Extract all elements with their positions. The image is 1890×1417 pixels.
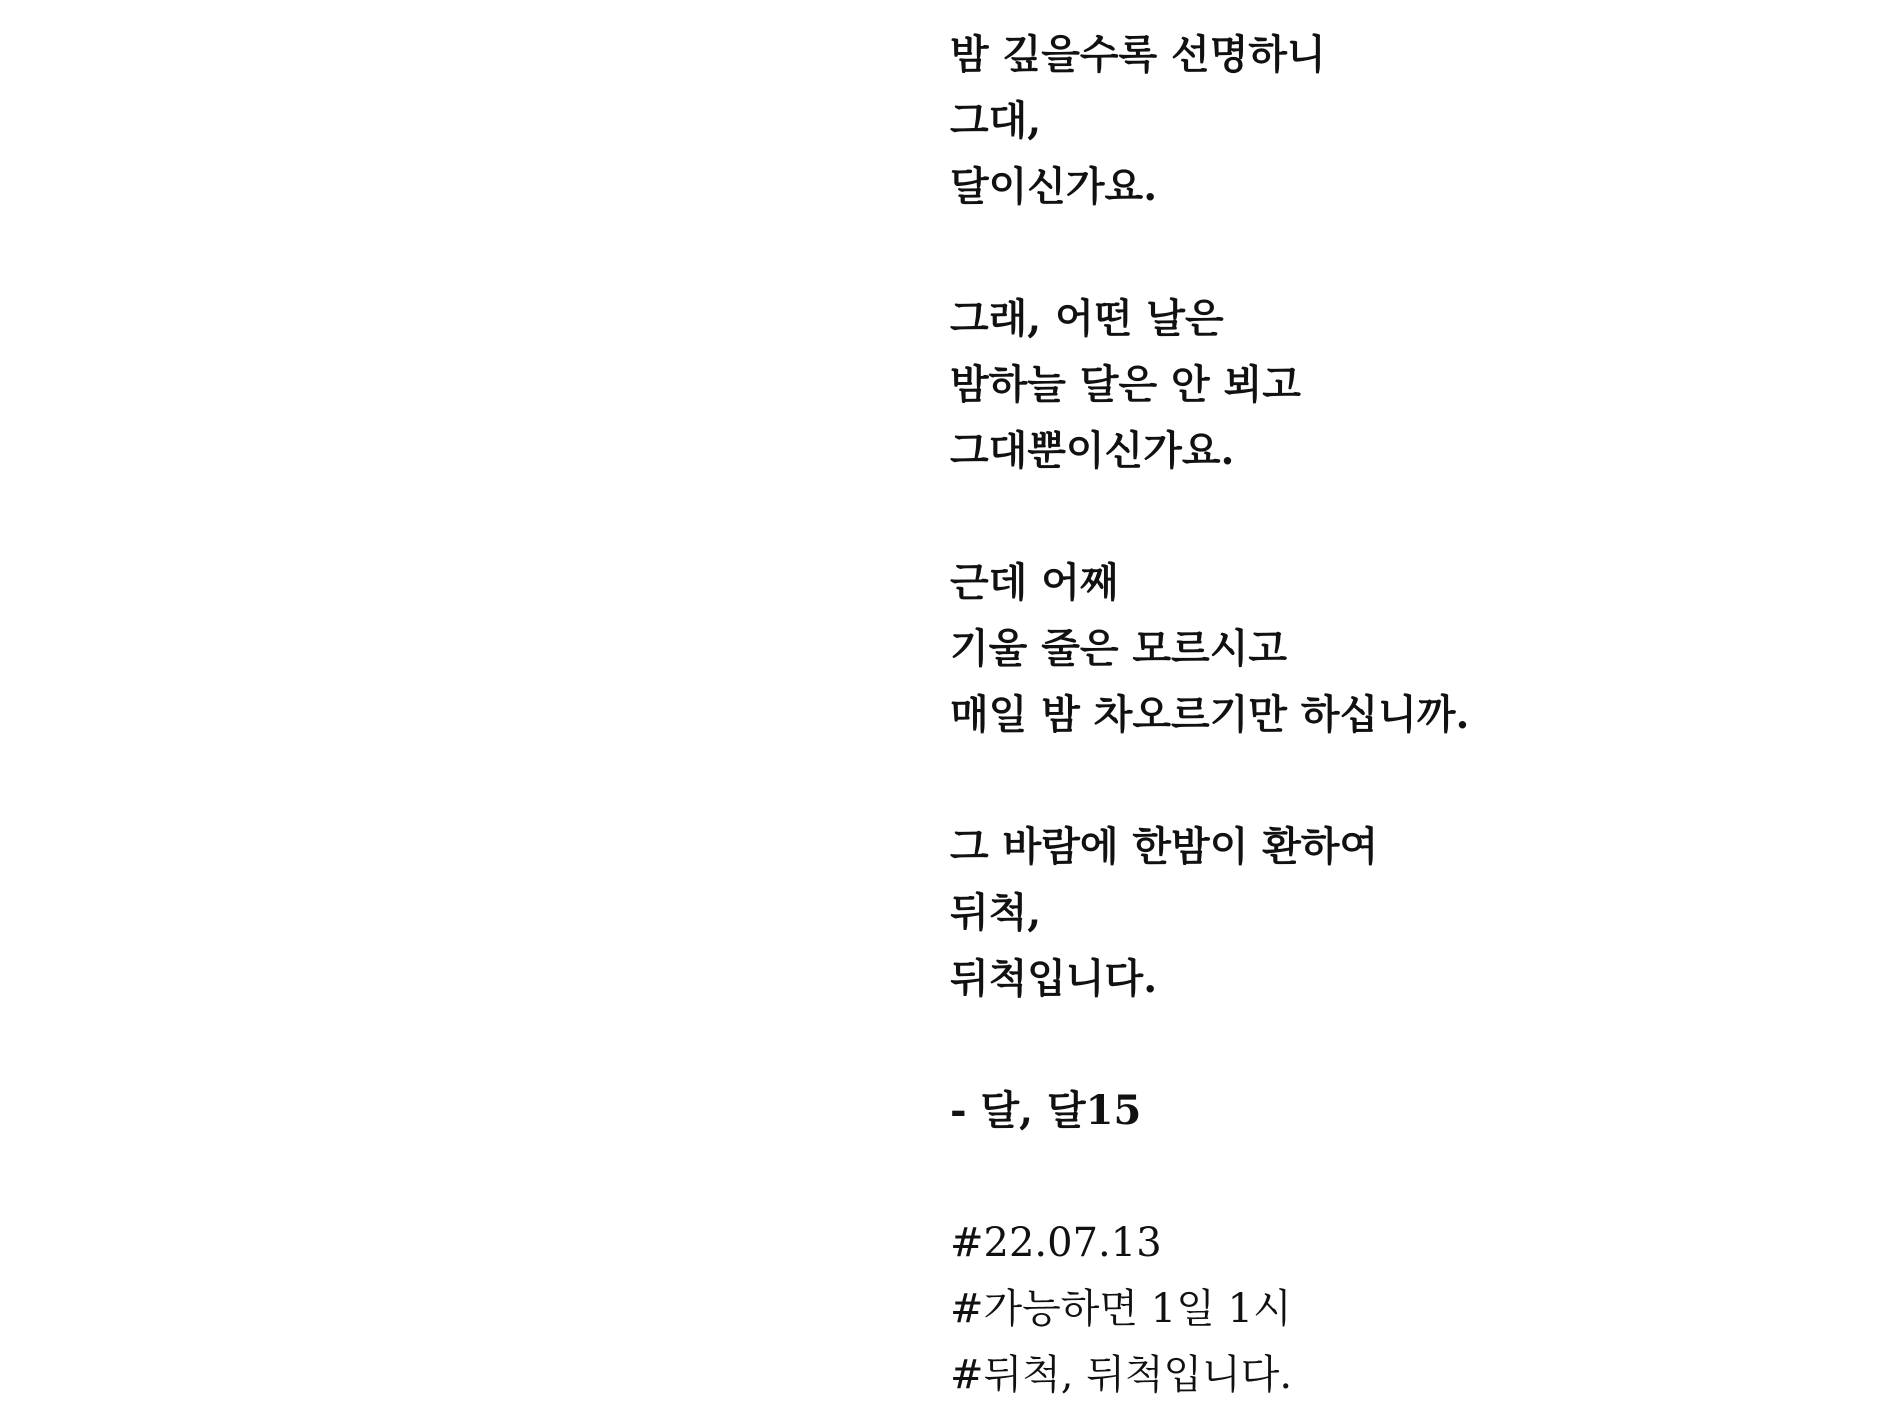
stanza-2	[950, 286, 1469, 484]
poem-line: 그 바람에 한밤이 환하여	[950, 823, 1379, 870]
poem-line: 그래, 어떤 날은	[950, 295, 1224, 342]
poem-signature: - 달, 달15	[950, 1087, 1142, 1134]
poem-line: 뒤척,	[950, 889, 1042, 936]
poem-line: 밤 깊을수록 선명하니	[950, 31, 1326, 78]
hashtag-list	[950, 1210, 1469, 1408]
poem-line: 달이신가요.	[950, 163, 1158, 210]
poem-line: 근데 어째	[950, 559, 1119, 606]
stanza-4	[950, 814, 1469, 1012]
hashtag: #22.07.13	[950, 1220, 1162, 1266]
poem-text	[950, 22, 1469, 1408]
stanza-break	[950, 1144, 1469, 1210]
poem-line: 그대,	[950, 97, 1042, 144]
hashtag: #가능하면 1일 1시	[950, 1286, 1292, 1332]
poem-line: 밤하늘 달은 안 뵈고	[950, 361, 1301, 408]
stanza-break	[950, 748, 1469, 814]
poem-line: 뒤척입니다.	[950, 955, 1158, 1002]
stanza-3	[950, 550, 1469, 748]
poem-line: 그대뿐이신가요.	[950, 427, 1235, 474]
stanza-break	[950, 1012, 1469, 1078]
stanza-break	[950, 220, 1469, 286]
stanza-break	[950, 484, 1469, 550]
stanza-1	[950, 22, 1469, 220]
hashtag: #뒤척, 뒤척입니다.	[950, 1352, 1293, 1398]
poem-line: 매일 밤 차오르기만 하십니까.	[950, 691, 1470, 738]
poem-line: 기울 줄은 모르시고	[950, 625, 1287, 672]
